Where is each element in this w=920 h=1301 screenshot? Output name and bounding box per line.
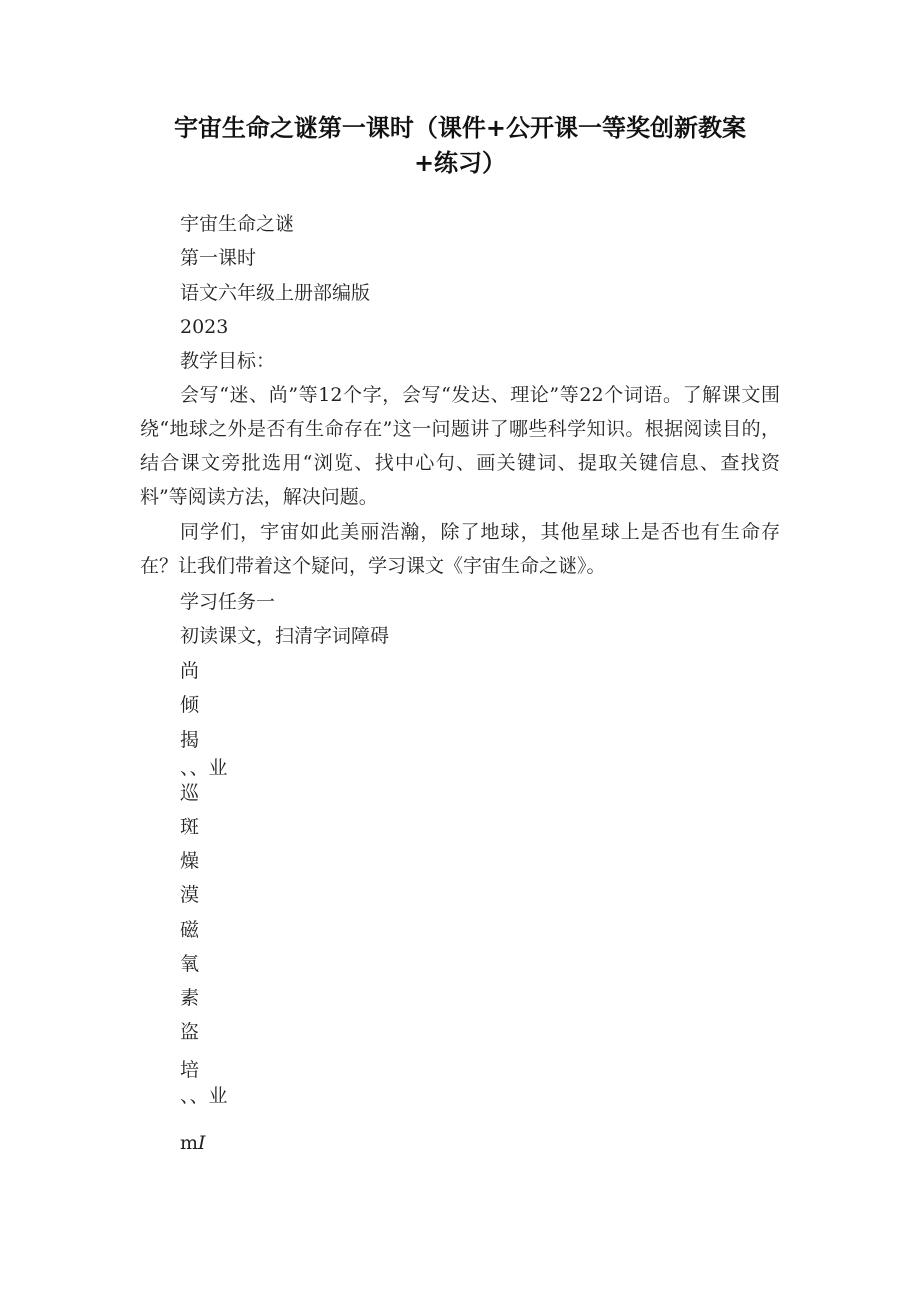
year: 2023	[180, 316, 229, 338]
vocab-placeholder: 、、业	[180, 1085, 228, 1107]
vocab-char: 巡	[180, 782, 200, 804]
vocab-char: 漠	[180, 884, 200, 906]
vocab-placeholder: 、、业	[180, 757, 228, 779]
goals-paragraph: 会写“迷、尚”等12个字，会写“发达、理论”等22个词语。了解课文围绕“地球之外是否有生命存在”这一问题讲了哪些科学知识。根据阅读目的，结合课文旁批选用“浏览、找中心句、画关键词、提取关键信息、查找资料”等阅读方法，解决问题。	[140, 384, 780, 508]
task-title: 学习任务一	[180, 591, 276, 613]
textbook-info: 语文六年级上册部编版	[180, 282, 371, 304]
lesson-period: 第一课时	[180, 247, 257, 269]
document-title-continued: +练习）	[413, 149, 507, 177]
intro-paragraph: 同学们，宇宙如此美丽浩瀚，除了地球，其他星球上是否也有生命存在？让我们带着这个疑问，学习课文《宇宙生命之谜》。	[140, 521, 780, 577]
vocab-char: 培	[180, 1059, 200, 1081]
vocab-char: 燥	[180, 850, 200, 872]
vocab-char: 素	[180, 987, 200, 1009]
vocab-char: 尚	[180, 660, 200, 682]
vocab-char: 磁	[180, 919, 200, 941]
vocab-char: 揭	[180, 729, 200, 751]
task-subtitle: 初读课文，扫清字词障碍	[180, 625, 390, 647]
footer-mark-text: m	[180, 1132, 199, 1154]
goals-heading: 教学目标：	[180, 350, 276, 372]
vocab-char: 盗	[180, 1021, 200, 1043]
footer-mark-italic: I	[198, 1132, 206, 1154]
document-title: 宇宙生命之谜第一课时（课件+公开课一等奖创新教案	[173, 114, 747, 142]
footer-mark	[180, 1131, 206, 1155]
vocab-char: 倾	[180, 694, 200, 716]
vocab-char: 斑	[180, 816, 200, 838]
vocab-char: 氧	[180, 953, 200, 975]
lesson-name: 宇宙生命之谜	[180, 213, 295, 235]
